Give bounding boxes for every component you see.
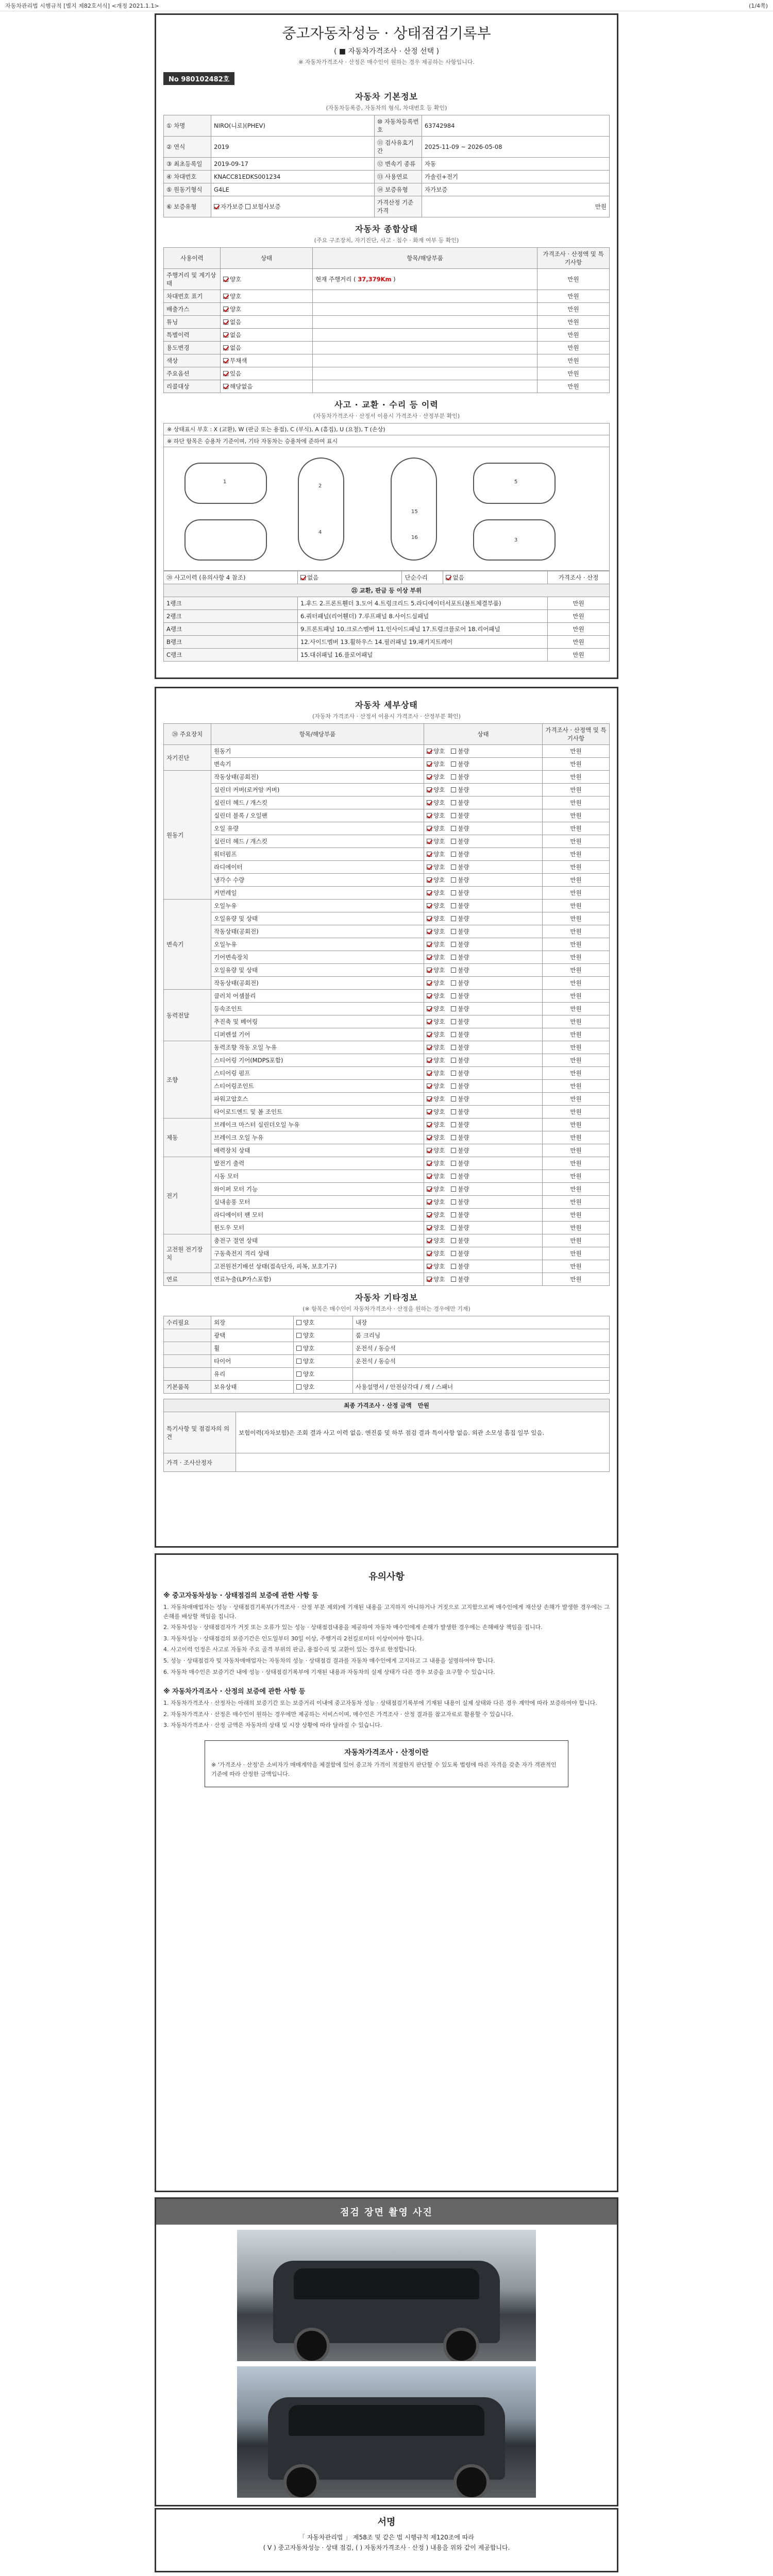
checkbox-icon[interactable] (451, 942, 456, 947)
damage-rank-row: 2랭크 6.쿼터패널(리어휀더) 7.루프패널 8.사이드실패널 만원 (164, 610, 610, 623)
checkbox-icon[interactable] (451, 1032, 456, 1037)
checkbox-icon[interactable] (427, 1006, 432, 1011)
checkbox-icon[interactable] (427, 955, 432, 960)
checkbox-icon[interactable] (451, 1238, 456, 1243)
checkbox-icon[interactable] (451, 1122, 456, 1127)
overall-state-row: 차대번호 표기 양호 만원 (164, 290, 610, 303)
accident-history-note: (자동차가격조사 · 산정서 이용시 가격조사 · 산정부분 확인) (313, 413, 460, 419)
document-title: 중고자동차성능 · 상태점검기록부 (282, 25, 491, 42)
basic-info-row: ① 차명 NIRO(니로)(PHEV) ⑩ 자동차등록번호 63742984 (164, 115, 610, 137)
checkbox-icon[interactable] (427, 1032, 432, 1037)
detail-state-row: 연료 연료누출(LP가스포함) 양호 불량 만원 (164, 1273, 610, 1286)
checkbox-icon[interactable] (451, 865, 456, 870)
checkbox-icon[interactable] (451, 1045, 456, 1050)
detail-state-row: 실린더 헤드 / 개스킷 양호 불량 만원 (164, 835, 610, 848)
checkbox-icon[interactable] (223, 332, 228, 337)
inspection-sheet-page-2 (155, 687, 618, 1548)
checkbox-icon[interactable] (451, 1174, 456, 1179)
checkbox-icon[interactable] (451, 955, 456, 960)
detail-state-row: 스티어링 펌프 양호 불량 만원 (164, 1067, 610, 1080)
detail-state-row: 파워고압호스 양호 불량 만원 (164, 1093, 610, 1106)
etc-info-row: 기본품목 보유상태 양호 사용설명서 / 안전삼각대 / 잭 / 스패너 (164, 1381, 610, 1394)
checkbox-icon[interactable] (427, 1122, 432, 1127)
checkbox-icon[interactable] (427, 1083, 432, 1089)
checkbox-icon[interactable] (427, 942, 432, 947)
basic-info-row: ③ 최초등록일 2019-09-17 ⑫ 변속기 종류 자동 (164, 158, 610, 171)
detail-state-row: 고전원 전기장치 충전구 절연 상태 양호 불량 만원 (164, 1234, 610, 1247)
checkbox-icon[interactable] (451, 993, 456, 998)
detail-state-row: 오일누유 양호 불량 만원 (164, 938, 610, 951)
overall-state-row: 주행거리 및 계기상태 양호 현재 주행거리 ( 37,379Km ) 만원 (164, 269, 610, 290)
checkbox-icon[interactable] (427, 1264, 432, 1269)
photo-section-title: 점검 장면 촬영 사진 (156, 2199, 617, 2225)
checkbox-icon[interactable] (427, 1161, 432, 1166)
price-survey-info-box: 자동차가격조사 · 산정이란 ※ '가격조사 · 산정'은 소비자가 매매계약을 체결함에 있어 중고차 가격이 적절한지 판단할 수 있도록 법령에 따른 자격을 갖춘 자가 객관적인 기준에 따라 산정한 금액입니다. (205, 1740, 568, 1787)
checkbox-icon[interactable] (427, 813, 432, 818)
checkbox-icon[interactable] (451, 749, 456, 754)
checkbox-icon[interactable] (427, 1135, 432, 1140)
checkbox-icon[interactable] (223, 358, 228, 363)
checkbox-icon[interactable] (427, 787, 432, 792)
checkbox-icon[interactable] (427, 1238, 432, 1243)
signature-section (155, 2508, 618, 2572)
etc-info-row: 수리필요 외장 양호 내장 (164, 1316, 610, 1329)
etc-info-row: 광택 양호 룸 크리닝 (164, 1329, 610, 1342)
checkbox-icon[interactable] (427, 1251, 432, 1256)
signature-line-1: 「 자동차관리법 」 제58조 및 같은 법 시행규칙 제120조에 따라 (299, 2534, 474, 2541)
checkbox-icon[interactable] (451, 1225, 456, 1230)
checkbox-icon[interactable] (427, 1187, 432, 1192)
detail-state-row: 변속기 오일누유 양호 불량 만원 (164, 900, 610, 912)
checkbox-icon[interactable] (451, 968, 456, 973)
detail-state-row: 냉각수 수량 양호 불량 만원 (164, 874, 610, 887)
overall-state-table: 사용이력 상태 항목/해당부품 가격조사 · 산정액 및 특기사항 주행거리 및 계기상태 양호 현재 주행거리 ( 37,379Km ) 만원 차대번호 표기 양호 만원 배출가스 양호 만원 튜닝 없음 만원 특별이력 없음 만원 용도변경 없음 만원 색상 무채색 만원 주요옵션 있음 만원 리콜대상 해당없음 만원 (163, 247, 610, 393)
detail-state-row: 변속기 양호 불량 만원 (164, 758, 610, 771)
detail-state-row: 동력전달 클러치 어셈블리 양호 불량 만원 (164, 990, 610, 1003)
detail-state-row: 커먼레일 양호 불량 만원 (164, 887, 610, 900)
detail-state-row: 원동기 작동상태(공회전) 양호 불량 만원 (164, 771, 610, 784)
checkbox-icon[interactable] (245, 204, 250, 209)
checkbox-icon[interactable] (451, 1135, 456, 1140)
checkbox-icon[interactable] (427, 968, 432, 973)
detail-state-row: 고전원전기배선 상태(접속단자, 피복, 보호기구) 양호 불량 만원 (164, 1260, 610, 1273)
checkbox-icon[interactable] (296, 1320, 301, 1325)
checkbox-icon[interactable] (451, 1264, 456, 1269)
basic-info-row: ④ 차대번호 KNACC81EDKS001234 ⑬ 사용연료 가솔린+전기 (164, 171, 610, 183)
detail-state-row: 실린더 헤드 / 개스킷 양호 불량 만원 (164, 796, 610, 809)
detail-state-row: 시동 모터 양호 불량 만원 (164, 1170, 610, 1183)
detail-state-row: 배력장치 상태 양호 불량 만원 (164, 1144, 610, 1157)
detail-state-title: 자동차 세부상태 (355, 700, 418, 710)
etc-info-row: 유리 양호 (164, 1368, 610, 1381)
checkbox-icon[interactable] (451, 826, 456, 831)
checkbox-icon[interactable] (296, 1371, 301, 1377)
detail-state-row: 등속조인트 양호 불량 만원 (164, 1003, 610, 1015)
checkbox-icon[interactable] (223, 294, 228, 299)
detail-state-row: 작동상태(공회전) 양호 불량 만원 (164, 977, 610, 990)
detail-state-row: 조향 동력조향 작동 오일 누유 양호 불량 만원 (164, 1041, 610, 1054)
inspection-photo-rear (237, 2366, 536, 2498)
checkbox-icon[interactable] (427, 1212, 432, 1217)
detail-state-row: 오일 유량 양호 불량 만원 (164, 822, 610, 835)
checkbox-icon[interactable] (223, 277, 228, 282)
checkbox-icon[interactable] (427, 1225, 432, 1230)
status-legend-2: ※ 하단 항목은 승용차 기준이며, 기타 자동차는 승용차에 준하여 표시 (163, 435, 610, 447)
checkbox-icon[interactable] (451, 813, 456, 818)
detail-state-row: 스티어링 기어(MDPS포함) 양호 불량 만원 (164, 1054, 610, 1067)
checkbox-icon[interactable] (451, 1096, 456, 1101)
detail-state-row: 디퍼렌셜 기어 양호 불량 만원 (164, 1028, 610, 1041)
checkbox-icon[interactable] (451, 1212, 456, 1217)
damage-rank-row: B랭크 12.사이드멤버 13.휠하우스 14.필러패널 19.패키지트레이 만원 (164, 636, 610, 649)
checkbox-icon[interactable] (451, 1071, 456, 1076)
checkbox-icon[interactable] (451, 877, 456, 883)
checkbox-icon[interactable] (451, 1187, 456, 1192)
checkbox-icon[interactable] (427, 916, 432, 921)
document-number: No 980102482호 (163, 72, 234, 85)
inspector-remarks: 보험이력(자차보험)은 조회 결과 사고 이력 없음. 엔진룸 및 하부 점검 결과 특이사항 없음. 외관 소모성 흠집 일부 있음. (236, 1412, 610, 1453)
photo-page (155, 2197, 618, 2506)
etc-info-row: 타이어 양호 운전석 / 동승석 (164, 1355, 610, 1368)
detail-state-row: 자기진단 원동기 양호 불량 만원 (164, 745, 610, 758)
basic-info-row: ② 연식 2019 ⑪ 검사유효기간 2025-11-09 ~ 2026-05-08 (164, 137, 610, 158)
checkbox-icon[interactable] (427, 1019, 432, 1024)
detail-state-row: 실린더 블록 / 오일팬 양호 불량 만원 (164, 809, 610, 822)
overall-state-row: 리콜대상 해당없음 만원 (164, 380, 610, 393)
checkbox-icon[interactable] (427, 1148, 432, 1153)
checkbox-icon[interactable] (451, 774, 456, 779)
checkbox-icon[interactable] (451, 1109, 456, 1114)
final-price-table: 최종 가격조사 · 산정 금액 만원 특기사항 및 점검자의 의견 보험이력(자차보험)은 조회 결과 사고 이력 없음. 엔진룸 및 하부 점검 결과 특이사항 없음. 외관 소모성 흠집 일부 있음. 가격 · 조사산정자 (163, 1399, 610, 1472)
form-reference: 자동차관리법 시행규칙 [별지 제82호서식] <개정 2021.1.1> (5, 2, 159, 9)
checkbox-icon[interactable] (451, 761, 456, 767)
detail-state-row: 기어변속장치 양호 불량 만원 (164, 951, 610, 964)
checkbox-icon[interactable] (427, 980, 432, 986)
etc-info-note: (※ 항목은 매수인이 자동차가격조사 · 산정을 원하는 경우에만 기재) (303, 1306, 470, 1312)
etc-info-table (163, 1316, 610, 1394)
car-panel-diagram: 1 2 4 15 16 5 3 (163, 447, 610, 571)
accident-summary-table: ⑳ 사고이력 (유의사항 4 참조) 없음 단순수리 없음 가격조사 · 산정 ㉑ 교환, 판금 등 이상 부위 1랭크 1.후드 2.프론트휀더 3.도어 4.트렁크리드 5.라디에이터서포트(볼트체결부품) 만원 2랭크 6.쿼터패널(리어휀더) 7.루프패널 8.사이드실패널 만원 A랭크 9.프론트패널 10.크로스멤버 11.인사이드패널 17.트렁크플로어 18.리어패널 만원 B랭크 12.사이드멤버 13.휠하우스 14.필러패널 19.패키지트레이 만원 C랭크 15.대쉬패널 16.플로어패널 만원 (163, 571, 610, 662)
checkbox-icon[interactable] (427, 839, 432, 844)
detail-state-table: ⑳ 주요장치 항목/해당부품 상태 가격조사 · 산정액 및 특기사항 자기진단 원동기 양호 불량 만원 변속기 양호 불량 만원 원동기 작동상태(공회전) 양호 불량 만원 실린더 커버(로커암 커버) 양호 불량 만원 실린더 헤드 / 개스킷 양호 불량 만원 실린더 블록 / 오일팬 양호 불량 만원 오일 유량 양호 불량 만원 실린더 헤드 / 개스킷 양호 불량 만원 워터펌프 양호 불량 만원 라디에이터 양호 불량 만원 냉각수 수량 양호 불량 만원 커먼레일 양호 불량 만원 변속기 오일누유 양호 불량 만원 오일유량 및 상태 양호 불량 만원 작동상태(공회전) 양호 불량 만원 오일누유 양호 불량 만원 기어변속장치 양호 불량 만원 오일유량 및 상태 양호 불량 만원 작동상태(공회전) 양호 불량 만원 동력전달 클러치 어셈블리 양호 불량 만원 등속조인트 양호 불량 만원 추진축 및 베어링 양호 불량 만원 디퍼렌셜 기어 양호 불량 만원 조향 동력조향 작동 오일 누유 양호 불량 만원 스티어링 기어(MDPS포함) 양호 불량 만원 스티어링 펌프 양호 불량 만원 스티어링조인트 양호 불량 만원 파워고압호스 양호 불량 만원 타이로드엔드 및 볼 조인트 양호 불량 만원 제동 브레이크 마스터 실린더오일 누유 양호 불량 만원 브레이크 오일 누유 양호 불량 만원 배력장치 상태 양호 불량 만원 전기 발전기 출력 양호 불량 만원 시동 모터 양호 불량 만원 와이퍼 모터 기능 양호 불량 만원 실내송풍 모터 양호 불량 만원 라디에이터 팬 모터 양호 불량 만원 윈도우 모터 양호 불량 만원 고전원 전기장치 충전구 절연 상태 양호 불량 만원 구동축전지 격리 상태 양호 불량 만원 고전원전기배선 상태(접속단자, 피복, 보호기구) 양호 불량 만원 연료 연료누출(LP가스포함) 양호 불량 만원 (163, 723, 610, 1286)
damage-rank-row: C랭크 15.대쉬패널 16.플로어패널 만원 (164, 649, 610, 662)
checkbox-icon[interactable] (451, 1058, 456, 1063)
page-indicator: (1/4쪽) (749, 2, 768, 9)
accident-history-title: 사고 · 교환 · 수리 등 이력 (334, 400, 439, 410)
etc-info-row: 휠 양호 운전석 / 동승석 (164, 1342, 610, 1355)
detail-state-row: 오일유량 및 상태 양호 불량 만원 (164, 964, 610, 977)
checkbox-icon[interactable] (446, 575, 451, 580)
checkbox-icon[interactable] (427, 1058, 432, 1063)
checkbox-icon[interactable] (451, 839, 456, 844)
checkbox-icon[interactable] (223, 371, 228, 376)
overall-state-row: 용도변경 없음 만원 (164, 342, 610, 354)
overall-state-row: 색상 무채색 만원 (164, 354, 610, 367)
price-basis-value: 만원 (422, 196, 609, 217)
notice-paragraph: 1. 자동차매매업자는 성능 · 상태점검기록부(가격조사 · 산정 부분 제외)에 기재된 내용을 고지하지 아니하거나 거짓으로 고지함으로써 매수인에게 재산상 손해가 발생한 경우에는 그 손해를 배상할 책임을 집니다. (163, 1604, 610, 1620)
checkbox-icon[interactable] (451, 1006, 456, 1011)
detail-state-row: 구동축전지 격리 상태 양호 불량 만원 (164, 1247, 610, 1260)
checkbox-icon[interactable] (214, 204, 219, 209)
damage-rank-row: 1랭크 1.후드 2.프론트휀더 3.도어 4.트렁크리드 5.라디에이터서포트(볼트체결부품) 만원 (164, 597, 610, 610)
checkbox-icon[interactable] (427, 865, 432, 870)
checkbox-icon[interactable] (451, 852, 456, 857)
checkbox-icon[interactable] (427, 1045, 432, 1050)
detail-state-row: 와이퍼 모터 기능 양호 불량 만원 (164, 1183, 610, 1196)
notice-page (155, 1553, 618, 2192)
checkbox-icon[interactable] (223, 307, 228, 312)
checkbox-icon[interactable] (451, 1199, 456, 1205)
checkbox-icon[interactable] (427, 1277, 432, 1282)
detail-state-row: 타이로드엔드 및 볼 조인트 양호 불량 만원 (164, 1106, 610, 1118)
checkbox-icon[interactable] (296, 1359, 301, 1364)
checkbox-icon[interactable] (427, 749, 432, 754)
checkbox-icon[interactable] (427, 800, 432, 805)
checkbox-icon[interactable] (451, 929, 456, 934)
detail-state-row: 라디에이터 팬 모터 양호 불량 만원 (164, 1209, 610, 1222)
checkbox-icon[interactable] (451, 903, 456, 908)
checkbox-icon[interactable] (451, 1251, 456, 1256)
overall-state-row: 주요옵션 있음 만원 (164, 367, 610, 380)
detail-state-row: 작동상태(공회전) 양호 불량 만원 (164, 925, 610, 938)
checkbox-icon[interactable] (296, 1346, 301, 1351)
notice-paragraph: 3. 자동차가격조사 · 산정 금액은 자동차의 상태 및 시장 상황에 따라 달라질 수 있습니다. (163, 1722, 382, 1729)
notice-heading-1: ※ 중고자동차성능 · 상태점검의 보증에 관한 사항 등 (163, 1592, 318, 1600)
detail-state-row: 추진축 및 베어링 양호 불량 만원 (164, 1015, 610, 1028)
overall-state-note: (주요 구조장치, 자기진단, 사고 · 침수 · 화재 여부 등 확인) (314, 237, 459, 244)
basic-info-title: 자동차 기본정보 (355, 92, 418, 101)
checkbox-icon[interactable] (451, 1277, 456, 1282)
detail-state-row: 워터펌프 양호 불량 만원 (164, 848, 610, 861)
checkbox-icon[interactable] (451, 787, 456, 792)
detail-state-note: (자동차 가격조사 · 산정서 이용시 가격조사 · 산정부분 확인) (312, 713, 461, 720)
checkbox-icon[interactable] (427, 1174, 432, 1179)
checkbox-icon[interactable] (451, 916, 456, 921)
checkbox-icon[interactable] (427, 1071, 432, 1076)
checkbox-icon[interactable] (451, 980, 456, 986)
checkbox-icon[interactable] (427, 826, 432, 831)
detail-state-row: 전기 발전기 출력 양호 불량 만원 (164, 1157, 610, 1170)
notice-heading-2: ※ 자동차가격조사 · 산정의 보증에 관한 사항 등 (163, 1688, 306, 1696)
checkbox-icon[interactable] (427, 877, 432, 883)
detail-state-row: 라디에이터 양호 불량 만원 (164, 861, 610, 874)
detail-state-row: 실린더 커버(로커암 커버) 양호 불량 만원 (164, 784, 610, 796)
detail-state-row: 제동 브레이크 마스터 실린더오일 누유 양호 불량 만원 (164, 1118, 610, 1131)
top-bar (0, 0, 773, 11)
notice-title: 유의사항 (368, 1571, 405, 1582)
checkbox-icon[interactable] (427, 903, 432, 908)
checkbox-icon[interactable] (427, 761, 432, 767)
document-note: ※ 자동차가격조사 · 산정은 매수인이 원하는 경우 제공하는 사항입니다. (298, 59, 475, 65)
overall-state-row: 특별이력 없음 만원 (164, 329, 610, 342)
detail-state-row: 스티어링조인트 양호 불량 만원 (164, 1080, 610, 1093)
etc-info-title: 자동차 기타정보 (355, 1293, 418, 1302)
price-basis-label: 가격산정 기준가격 (374, 196, 422, 217)
notice-paragraph: 1. 자동차가격조사 · 산정자는 아래의 보증기간 또는 보증거리 이내에 중고자동차 성능 · 상태점검기록부에 기재된 내용이 실제 상태와 다른 경우 계약에 따라 보증하여야 합니다. (163, 1700, 597, 1707)
checkbox-icon[interactable] (296, 1333, 301, 1338)
basic-info-note: (자동차등록증, 자동차의 형식, 차대번호 등 확인) (326, 105, 447, 111)
checkbox-icon[interactable] (451, 1148, 456, 1153)
detail-state-row: 오일유량 및 상태 양호 불량 만원 (164, 912, 610, 925)
status-legend: ※ 상태표시 부호 : X (교환), W (판금 또는 용접), C (부식), A (흠집), U (요철), T (손상) (163, 423, 610, 435)
overall-state-title: 자동차 종합상태 (355, 224, 418, 234)
notice-paragraph: 2. 자동차성능 · 상태점검자가 거짓 또는 오류가 있는 성능 · 상태점검내용을 제공하여 자동차 매수인에게 손해가 발생한 경우에는 손해배상 책임을 집니다. (163, 1624, 543, 1631)
notice-paragraph: 6. 자동차 매수인은 보증기간 내에 성능 · 상태점검기록부에 기재된 내용과 자동차의 실제 상태가 다른 경우 보증을 요구할 수 있습니다. (163, 1668, 495, 1675)
checkbox-icon[interactable] (223, 345, 228, 350)
checkbox-icon[interactable] (451, 1083, 456, 1089)
notice-paragraph: 5. 성능 · 상태점검자 및 자동차매매업자는 자동차의 성능 · 상태점검 결과를 자동차 매수인에게 고지하고 그 내용을 설명하여야 합니다. (163, 1657, 495, 1664)
inspection-sheet-page-1 (155, 13, 618, 679)
checkbox-icon[interactable] (451, 1019, 456, 1024)
checkbox-icon[interactable] (451, 890, 456, 895)
checkbox-icon[interactable] (427, 1096, 432, 1101)
basic-info-table: ① 차명 NIRO(니로)(PHEV) ⑩ 자동차등록번호 63742984 ② 연식 2019 ⑪ 검사유효기간 2025-11-09 ~ 2026-05-08 ③ 최초등록일 2019-09-17 ⑫ 변속기 종류 자동 ④ 차대번호 KNACC81EDKS001234 ⑬ 사용연료 가솔린+전기 ⑤ 원동기형식 G4LE ⑭ 보증유형 자가보증 ⑥ 보증유형 자가보증 보험사보증 가격산정 기준가격 만원 (163, 115, 610, 217)
notice-paragraph: 4. 사고이력 인정은 사고로 자동차 주요 골격 부위의 판금, 용접수리 및 교환이 있는 경우로 한정합니다. (163, 1646, 417, 1653)
checkbox-icon[interactable] (427, 890, 432, 895)
basic-info-row: ⑤ 원동기형식 G4LE ⑭ 보증유형 자가보증 (164, 183, 610, 196)
checkbox-icon[interactable] (427, 1109, 432, 1114)
signature-line-2: ( V ) 중고자동차성능 · 상태 점검, ( ) 자동차가격조사 · 산정 ) 내용을 위와 같이 제공합니다. (263, 2544, 510, 2552)
checkbox-icon[interactable] (296, 1384, 301, 1389)
signature-title: 서명 (377, 2517, 396, 2528)
checkbox-icon[interactable] (427, 774, 432, 779)
overall-state-row: 배출가스 양호 만원 (164, 303, 610, 316)
notice-paragraph: 2. 자동차가격조사 · 산정은 매수인이 원하는 경우에만 제공하는 서비스이며, 매수인은 가격조사 · 산정 결과를 참고자료로 활용할 수 있습니다. (163, 1710, 513, 1718)
checkbox-icon[interactable] (427, 929, 432, 934)
notice-paragraph: 3. 자동차성능 · 상태점검의 보증기간은 인도일부터 30일 이상, 주행거리 2천킬로미터 이상이어야 합니다. (163, 1635, 424, 1642)
checkbox-icon[interactable] (451, 1161, 456, 1166)
detail-state-row: 브레이크 오일 누유 양호 불량 만원 (164, 1131, 610, 1144)
checkbox-icon[interactable] (427, 993, 432, 998)
damage-rank-row: A랭크 9.프론트패널 10.크로스멤버 11.인사이드패널 17.트렁크플로어 18.리어패널 만원 (164, 623, 610, 636)
detail-state-row: 실내송풍 모터 양호 불량 만원 (164, 1196, 610, 1209)
checkbox-icon[interactable] (223, 319, 228, 325)
detail-state-row: 윈도우 모터 양호 불량 만원 (164, 1222, 610, 1234)
overall-state-row: 튜닝 없음 만원 (164, 316, 610, 329)
inspection-photo-front (237, 2230, 536, 2361)
checkbox-icon[interactable] (300, 575, 306, 580)
mileage-value: 37,379Km (358, 276, 392, 283)
checkbox-icon[interactable] (451, 800, 456, 805)
checkbox-icon[interactable] (223, 384, 228, 389)
checkbox-icon[interactable] (427, 852, 432, 857)
document-subtitle: ( ■ 자동차가격조사 · 산정 선택 ) (333, 47, 440, 56)
checkbox-icon[interactable] (427, 1199, 432, 1205)
